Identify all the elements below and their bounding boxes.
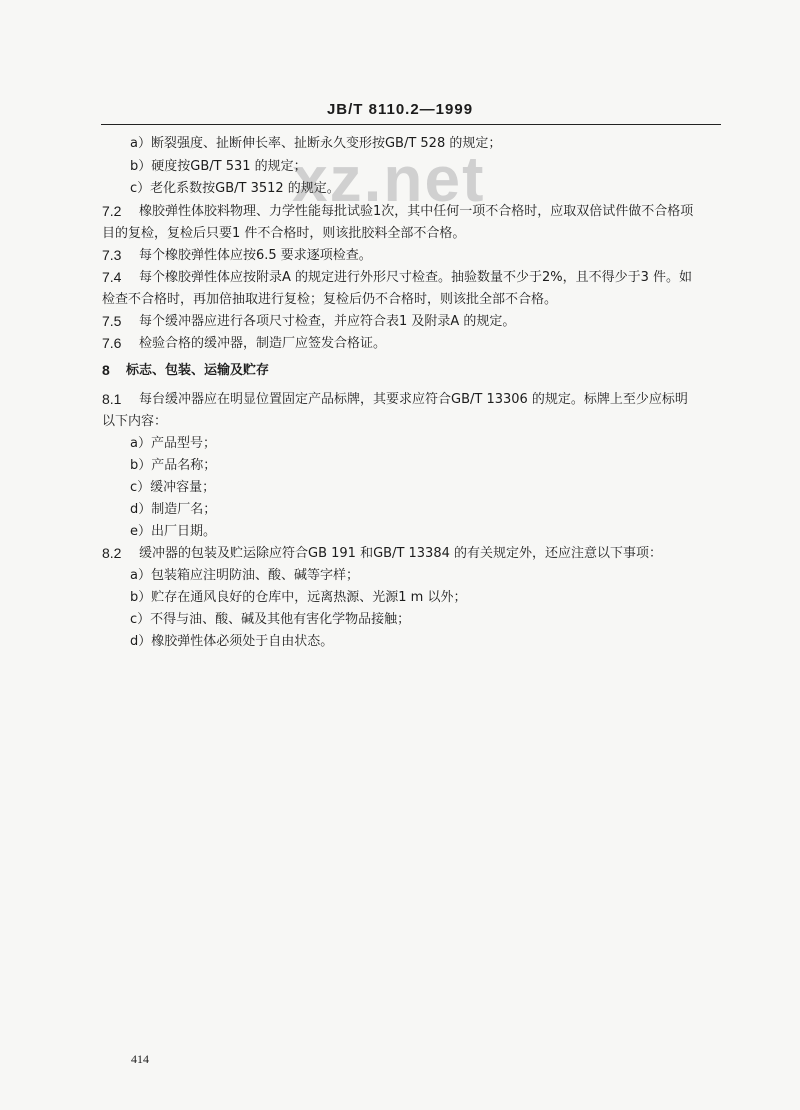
clause-text: 每个橡胶弹性体应按附录A 的规定进行外形尺寸检查。抽验数量不少于2%，且不得少于3 件。如 (139, 270, 693, 285)
list-item: a）断裂强度、扯断伸长率、扯断永久变形按GB/T 528 的规定； (130, 136, 502, 151)
clause-text: 以下内容： (102, 414, 168, 429)
clause-text: 目的复检，复检后只要1 件不合格时，则该批胶料全部不合格。 (102, 226, 466, 241)
list-item: d）制造厂名； (130, 502, 217, 517)
clause-text: 检查不合格时，再加倍抽取进行复检；复检后仍不合格时，则该批全部不合格。 (102, 292, 558, 307)
list-item: a）包装箱应注明防油、酸、碱等字样； (130, 568, 359, 583)
list-item: c）缓冲容量； (130, 480, 216, 495)
clause-number: 7.5 (102, 313, 122, 329)
section-title: 标志、包装、运输及贮存 (126, 363, 270, 378)
list-item: b）产品名称； (130, 458, 217, 473)
clause-text: 每个橡胶弹性体应按6.5 要求逐项检查。 (139, 248, 372, 263)
clause-text: 橡胶弹性体胶料物理、力学性能每批试验1次，其中任何一项不合格时，应取双倍试件做不合格项 (139, 204, 694, 219)
clause-text: 每台缓冲器应在明显位置固定产品标牌，其要求应符合GB/T 13306 的规定。标牌上至少应标明 (139, 392, 688, 407)
header-rule (101, 124, 721, 125)
clause-number: 7.4 (102, 269, 122, 285)
list-item: b）贮存在通风良好的仓库中，远离热源、光源1 m 以外； (130, 590, 467, 605)
list-item: b）硬度按GB/T 531 的规定； (130, 159, 307, 174)
clause-number: 8.1 (102, 391, 122, 407)
list-item: a）产品型号； (130, 436, 216, 451)
list-item: c）老化系数按GB/T 3512 的规定。 (130, 181, 340, 196)
clause-number: 7.6 (102, 335, 122, 351)
clause-number: 7.2 (102, 203, 122, 219)
clause-number: 8.2 (102, 545, 122, 561)
page-number: 414 (131, 1052, 149, 1066)
list-item: e）出厂日期。 (130, 524, 216, 539)
list-item: d）橡胶弹性体必须处于自由状态。 (130, 634, 334, 649)
page-header: JB/T 8110.2—1999 (326, 101, 474, 118)
clause-number: 7.3 (102, 247, 122, 263)
watermark: xz.net (292, 143, 486, 215)
clause-text: 每个缓冲器应进行各项尺寸检查，并应符合表1 及附录A 的规定。 (139, 314, 516, 329)
clause-text: 检验合格的缓冲器，制造厂应签发合格证。 (139, 336, 387, 351)
clause-text: 缓冲器的包装及贮运除应符合GB 191 和GB/T 13384 的有关规定外，还应注意以下事项： (139, 546, 663, 561)
list-item: c）不得与油、酸、碱及其他有害化学物品接触； (130, 612, 411, 627)
section-number: 8 (102, 362, 110, 378)
